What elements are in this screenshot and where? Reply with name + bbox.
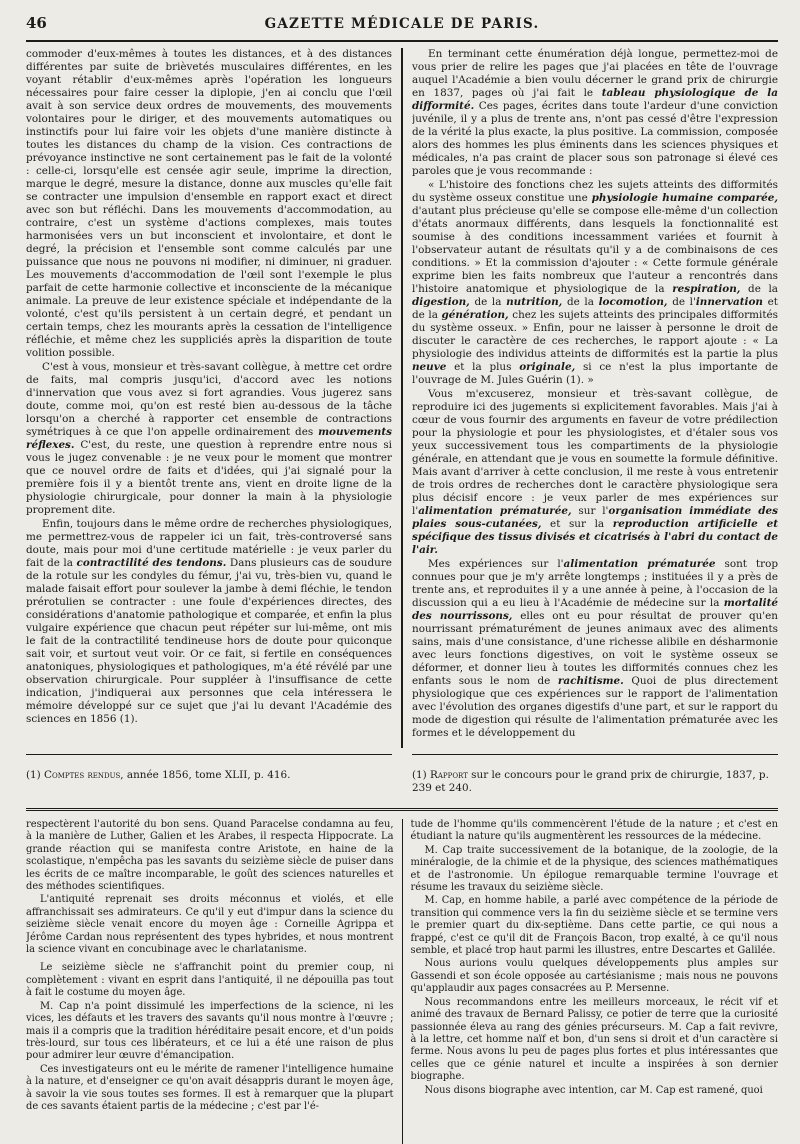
text-run: de la [469,296,507,308]
italic-term: digestion, [412,296,470,308]
top-right-column [412,48,778,748]
paragraph [412,179,778,387]
italic-term: alimentation prématurée, [418,505,572,517]
italic-term: organisation immédiate des plaies sous-cutanées, [412,505,778,530]
footnote-source: (1) Comptes rendus, [26,769,124,781]
column-divider [402,819,403,1144]
page-header [26,14,778,38]
paragraph: tude de l'homme qu'ils commencèrent l'étude de la nature ; et c'est en étudiant la nature qu'ils augmentèrent les ressources de la médecine. [410,819,778,843]
paragraph: L'antiquité reprenait ses droits méconnus et violés, et elle affranchissait ses admirateurs. Ce qu'il y eut d'impur dans la science du seizième siècle venait encore du moyen âge : Corneille Agrippa et Jérôme Cardan nous représentent des types hybrides, et nous montrent la science vivant en concubinage avec le charlatanisme. [26,894,394,956]
text-run: Vous m'excuserez, monsieur et très-savant collègue, de reproduire ici des jugements si explicitement favorables. Mais j'ai à cœur de vous fournir des arguments en faveur de votre prédilection pour la physiologie et pour les physiologistes, et d'étaler sous vos yeux successivement tous les compartiments de la physiologie générale, en attendant que je vous en soumette la formule définitive. Mais avant d'arriver à cette conclusion, il me reste à vous entretenir de trois ordres de recherches dont le caractère physiologique sera plus décisif encore : je veux parler de mes expériences sur l' [412,388,778,517]
paragraph: Nous aurions voulu quelques développements plus amples sur Gassendi et son école opposée au cartésianisme ; mais nous ne pouvons qu'applaudir aux pages consacrées au P. Mersenne. [410,958,778,995]
text-run: sur l' [571,505,609,517]
text-run: de l' [667,296,696,308]
text-run: C'est à vous, monsieur et très-savant collègue, à mettre cet ordre de faits, mal compris jusqu'ici, d'accord avec les notions d'innervation que vous avez si fort agrandies. Vous jugerez sans doute, comme moi, qu'on est resté bien au-dessous de la tâche lorsqu'on a cherché à rapporter cet ensemble de contractions symétriques à ce que l'on appelle ordinairement des [26,361,392,438]
paragraph: Nous recommandons entre les meilleurs morceaux, le récit vif et animé des travaux de Bernard Palissy, ce potier de terre que la curiosité passionnée éleva au rang des génies précurseurs. M. Cap a fait revivre, à la lettre, cet homme naïf et bon, d'un sens si droit et d'un caractère si ferme. Nous avons lu peu de pages plus fortes et plus intéressantes que celles que ce génie naturel et inculte a inspirées à son dernier biographe. [410,996,778,1083]
italic-term: génération, [441,309,509,321]
text-run: Ces pages, écrites dans toute l'ardeur d'une conviction juvénile, il y a plus de trente ans, n'ont pas cessé d'être l'expression de la vérité la plus exacte, la plus positive. La commission, composée alors des hommes les plus éminents dans les sciences physiques et médicales, n'a pas craint de placer sous son patronage si élevé ces paroles que je vous recommande : [412,100,778,177]
italic-term: rachitisme. [557,675,624,687]
italic-term: mortalité des nourrissons, [412,597,778,622]
paragraph [412,558,778,740]
paragraph [26,361,392,517]
text-run: Dans plusieurs cas de soudure de la rotule sur les condyles du fémur, j'ai vu, très-bien vu, quand le malade faisait effort pour soulever la jambe à demi fléchie, le tendon prérotulien se contracter : une foule d'expériences directes, des considérations d'anatomie pathologique et comparée, et enfin la plus vulgaire expérience que chacun peut répéter sur lui-même, ont mis le fait de la contractilité tendineuse hors de doute pour quiconque sait voir, et surtout veut voir. Or ce fait, si fertile en conséquences anatoniques, physiologiques et pathologiques, m'a été révélé par une observation chirurgicale. Pour suppléer à l'insuffisance de cette indication, j'indiquerai aux personnes que cela intéressera le mémoire développé sur ce sujet que j'ai lu devant l'Académie des sciences en 1856 (1). [26,557,392,725]
italic-term: neuve [412,361,447,373]
italic-term: contractilité des tendons. [76,557,227,569]
text-run: d'autant plus précieuse qu'elle se compose elle-même d'un collection d'états anormaux différents, dans lesquels la fonctionnalité est soumise à des conditions incessamment variées et fournit à l'observateur autant de résultats qu'il y a de combinaisons de ces conditions. » Et la commission d'ajouter : « Cette formule générale exprime bien les faits nombreux que l'auteur a rencontrés dans l'histoire anatomique et physiologique de la [412,205,778,295]
italic-term: tableau physiologique de la difformité. [412,87,778,112]
footnote-text: sur le concours pour le grand prix de chirurgie, 1837, p. 239 et 240. [412,769,769,794]
italic-term: locomotion, [598,296,668,308]
feuilleton-separator [26,808,778,811]
text-run: et de la [412,296,778,321]
italic-term: respiration, [672,283,741,295]
footnote-text: année 1856, tome XLII, p. 416. [123,769,291,781]
footnote-left [26,754,392,792]
footnote-source: (1) Rapport [412,769,468,781]
footnotes [26,754,778,792]
text-run: C'est, du reste, une question à reprendre entre nous si vous le jugez convenable : je ne veux pour le moment que montrer que ce nouvel ordre de faits et d'idées, qui j'ai signalé pour la première fois il y a bientôt trente ans, vient en droite ligne de la physiologie chirurgicale, pour donner la main à la physiologie proprement dite. [26,439,392,516]
italic-term: alimentation prématurée [563,558,716,570]
paragraph: commoder d'eux-mêmes à toutes les distances, et à des distances différentes par suite de brièvetés musculaires différentes, en les voyant rétablir d'eux-mêmes après l'opération les longueurs nécessaires pour faire cesser la diplopie, j'en ai conclu que l'œil avait à son service deux ordres de mouvements, des mouvements volontaires pour le diriger, et des mouvements automatiques ou instinctifs pour lui faire voir les objets d'une manière distincte à toutes les distances du champ de la vision. Ces contractions de prévoyance instinctive ne sont certainement pas le fait de la volonté : celle-ci, lorsqu'elle est censée agir seule, imprime la direction, marque le degré, mesure la distance, donne aux muscles qu'elle fait se contracter une impulsion d'ensemble en rapport exact et direct avec son but réfléchi. Dans les mouvements d'accommodation, au contraire, c'est un système d'actions complexes, mais toutes harmonisées vers un but inconscient et involontaire, et dont le degré, la précision et l'ensemble sont comme calculés par une puissance que nous ne pouvons ni modifier, ni diminuer, ni graduer. Les mouvements d'accommodation de l'œil sont l'exemple le plus parfait de cette harmonie collective et inconsciente de la mécanique animale. La preuve de leur existence spéciale et indépendante de la volonté, c'est qu'ils persistent à un certain degré, et pendant un certain temps, chez les mourants après la cessation de l'intelligence réfléchie, et même chez les suppliciés après la disparition de toute volition possible. [26,48,392,359]
text-run: Mes expériences sur l' [428,558,564,570]
text-run: elles ont eu pour résultat de prouver qu'en nourrissant prématurément de jeunes animaux avec des aliments sains, mais d'une consistance, d'une richesse alibile en désharmonie avec leurs fonctions digestives, on voit le système osseux se déformer, et donner lieu à toutes les difformités connues chez les enfants sous le nom de [412,610,778,687]
text-run: si ce n'est la plus importante de l'ouvrage de M. Jules Guérin (1). » [412,361,778,386]
paragraph: respectèrent l'autorité du bon sens. Quand Paracelse condamna au feu, à la manière de Luther, Galien et les Arabes, il respecta Hippocrate. La grande réaction qui se manifesta contre Aristote, en haine de la scolastique, n'empêcha pas les savants du seizième siècle de puiser dans les écrits de ce maître incomparable, le goût des sciences naturelles et des méthodes scientifiques. [26,819,394,893]
footnote-right [412,754,778,792]
paragraph [26,518,392,726]
italic-term: physiologie humaine comparée, [591,192,778,204]
text-run: et la plus [446,361,520,373]
text-run: « L'histoire des fonctions chez les sujets atteints des difformités du système osseux constitue une [412,179,778,204]
page-number: 46 [26,14,47,32]
italic-term: originale, [519,361,576,373]
text-run: Quoi de plus directement physiologique que ces expériences sur le rapport de l'alimentation avec l'évolution des organes digestifs d'une part, et sur le rapport du mode de digestion qui résulte de l'alimentation prématurée avec les formes et le développement du [412,675,778,739]
header-rule [26,40,778,42]
footnote-gap [392,754,412,792]
italic-term: nutrition, [506,296,563,308]
italic-term: innervation [695,296,763,308]
text-run: et sur la [541,518,613,530]
text-run: chez les sujets atteints des principales difformités du système osseux. » Enfin, pour ne laisser à personne le droit de discuter le caractère de ces recherches, le rapport ajoute : « La physiologie des individus atteints de difformités est la partie la plus [412,309,778,360]
text-run: Enfin, toujours dans le même ordre de recherches physiologiques, me permettrez-vous de rappeler ici un fait, très-controversé sans doute, mais pour moi d'une certitude matérielle : je veux parler du fait de la [26,518,392,569]
bottom-left-column [26,819,394,1144]
text-run: sont trop connues pour que je m'y arrête longtemps ; instituées il y a près de trente ans, et reproduites il y a une année à peine, à l'occasion de la discussion qui a eu lieu à l'Académie de médecine sur la [412,558,778,609]
paragraph: M. Cap traite successivement de la botanique, de la zoologie, de la minéralogie, de la chimie et de la physique, des sciences mathématiques et de l'astronomie. Un épilogue remarquable termine l'ouvrage et résume les travaux du seizième siècle. [410,844,778,894]
bottom-right-column [411,819,779,1144]
journal-title: GAZETTE MÉDICALE DE PARIS. [264,16,540,32]
paragraph: Nous disons biographe avec intention, car M. Cap est ramené, quoi [424,1084,763,1096]
feuilleton-section [26,819,778,1144]
paragraph: Le seizième siècle ne s'affranchit point du premier coup, ni complètement : vivant en esprit dans l'antiquité, il ne dépouilla pas tout à fait le costume du moyen âge. [26,962,394,999]
text-run: En terminant cette énumération déjà longue, permettez-moi de vous prier de relire les pages que j'ai placées en tête de l'ouvrage auquel l'Académie a bien voulu décerner le grand prix de chirurgie en 1837, pages où j'ai fait le [412,48,778,99]
paragraph [412,48,778,178]
paragraph: Ces investigateurs ont eu le mérite de ramener l'intelligence humaine à la nature, et d'enseigner ce qu'on avait désappris durant le moyen âge, à savoir la vie sous toutes ses formes. Il est à remarquer que la plupart de ces savants étaient partis de la médecine ; c'est par l'é- [26,1063,394,1112]
top-left-column [26,48,392,748]
letter-section [26,48,778,748]
italic-term: reproduction artificielle et spécifique des tissus divisés et cicatrisés à l'abri du contact de l'air. [412,518,778,556]
text-run: de la [562,296,599,308]
text-run: de la [740,283,778,295]
italic-term: mouvements réflexes. [26,426,392,451]
paragraph [412,388,778,557]
paragraph: M. Cap n'a point dissimulé les imperfections de la science, ni les vices, les défauts et les travers des savants qu'il nous montre à l'œuvre ; mais il a compris que la tradition héréditaire pesait encore, et d'un poids très-lourd, sur tous ces libérateurs, et ce lui a été une raison de plus pour admirer leur œuvre d'émancipation. [26,1000,394,1062]
paragraph: M. Cap, en homme habile, a parlé avec compétence de la période de transition qui commence vers la fin du seizième siècle et se termine vers le premier quart du dix-septième. Dans cette partie, ce qui nous a frappé, c'est ce qu'il dit de François Bacon, trop exalté, à ce qu'il nous semble, et placé trop haut parmi les illustres, entre Descartes et Galilée. [410,895,778,957]
column-divider [401,48,403,748]
